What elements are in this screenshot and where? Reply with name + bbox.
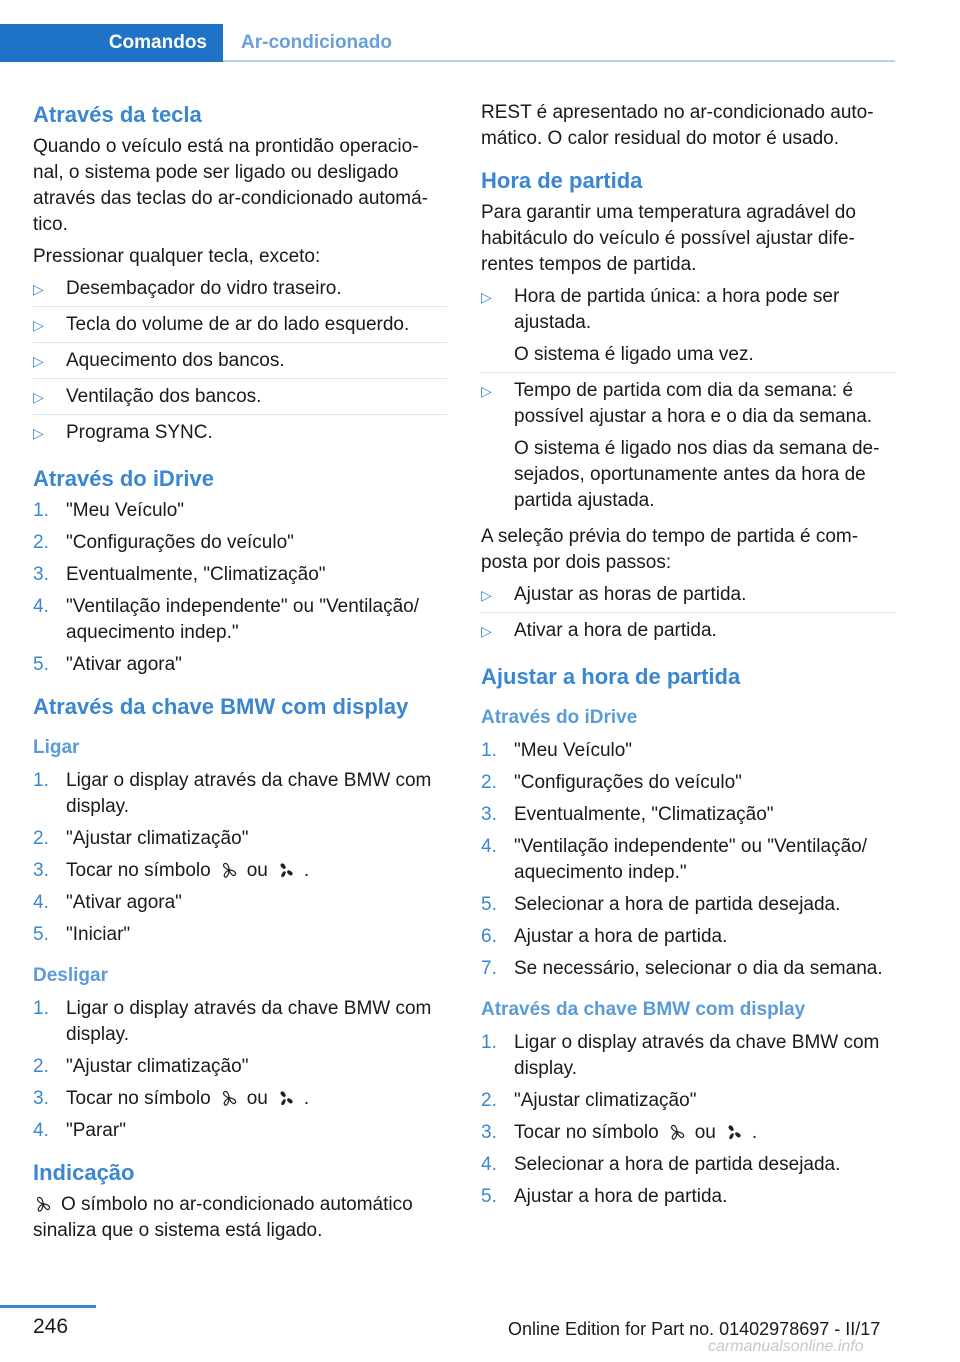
bullet-icon: ▷	[481, 289, 492, 305]
numbered-list	[33, 498, 447, 678]
list-item: 2. "Configurações do veículo"	[33, 532, 294, 553]
subheading-desligar: Desligar	[33, 965, 108, 986]
bullet-icon: ▷	[33, 425, 44, 441]
list-note: O sistema é ligado uma vez.	[514, 344, 754, 365]
list-item: 5. "Iniciar"	[33, 924, 131, 945]
heading-atraves-do-idrive: Através do iDrive	[33, 466, 214, 491]
bullet-icon: ▷	[33, 389, 44, 405]
subheading-atraves-do-idrive: Através do iDrive	[481, 707, 638, 728]
list-item: 1. "Meu Veículo"	[33, 500, 185, 521]
bullet-icon: ▷	[481, 587, 492, 603]
list-item: 3. Tocar no símbolo ou .	[481, 1122, 758, 1143]
bullet-icon: ▷	[481, 623, 492, 639]
paragraph: Pressionar qualquer tecla, exceto:	[33, 246, 321, 267]
list-item: 4. "Parar"	[33, 1120, 126, 1141]
bullet-list	[481, 582, 895, 648]
list-item: 2. "Ajustar climatização"	[481, 1090, 697, 1111]
list-item: 4. "Ventilação independente" ou "Ventilação/ aquecimento indep."	[481, 836, 868, 883]
page-number: 246	[33, 1315, 69, 1338]
list-item: 4. "Ativar agora"	[33, 892, 182, 913]
footer-rule	[0, 1305, 96, 1308]
tab-comandos[interactable]: Comandos	[0, 24, 223, 62]
bullet-icon: ▷	[33, 281, 44, 297]
list-item: 1. Ligar o display através da chave BMW com display.	[33, 770, 432, 817]
list-item: 7. Se necessário, selecionar o dia da semana.	[481, 958, 883, 979]
fan-outline-icon	[33, 1195, 53, 1213]
list-item: ▷ Ventilação dos bancos.	[33, 384, 447, 415]
list-item: 4. Selecionar a hora de partida desejada.	[481, 1154, 841, 1175]
left-column	[33, 100, 447, 1250]
paragraph: O símbolo no ar-condicionado automático sinaliza que o sistema está ligado.	[33, 1194, 413, 1241]
list-item: 6. Ajustar a hora de partida.	[481, 926, 728, 947]
header-tabs	[0, 24, 895, 62]
numbered-list	[481, 738, 895, 982]
bullet-list	[481, 284, 895, 518]
fan-outline-icon	[219, 1089, 239, 1107]
bullet-icon: ▷	[33, 317, 44, 333]
tab-ar-condicionado[interactable]: Ar-condicionado	[241, 32, 392, 53]
list-item: 1. Ligar o display através da chave BMW com display.	[481, 1032, 880, 1079]
heading-atraves-da-tecla: Através da tecla	[33, 102, 202, 127]
bullet-icon: ▷	[481, 383, 492, 399]
list-item: ▷ Programa SYNC.	[33, 420, 447, 450]
fan-outline-icon	[219, 861, 239, 879]
list-item: 2. "Configurações do veículo"	[481, 772, 742, 793]
watermark-site: carmanualsonline.info	[708, 1338, 864, 1355]
tab-divider	[223, 60, 895, 62]
heading-chave-bmw-display: Através da chave BMW com display	[33, 694, 409, 719]
list-item: 5. "Ativar agora"	[33, 654, 182, 675]
numbered-list	[33, 768, 447, 948]
list-item: ▷ Aquecimento dos bancos.	[33, 348, 447, 379]
heading-ajustar-hora-partida: Ajustar a hora de partida	[481, 664, 741, 689]
list-item: 3. Eventualmente, "Climatização"	[481, 804, 774, 825]
list-item: ▷ Hora de partida única: a hora pode ser ajustada. O sistema é ligado uma vez.	[481, 284, 895, 373]
paragraph: REST é apresentado no ar-condicionado auto-mático. O calor residual do motor é usado.	[481, 102, 874, 149]
list-item: 2. "Ajustar climatização"	[33, 828, 249, 849]
right-column	[481, 100, 895, 1216]
list-item: ▷ Tecla do volume de ar do lado esquerdo.	[33, 312, 447, 343]
heading-indicacao: Indicação	[33, 1160, 135, 1185]
list-item: ▷ Ajustar as horas de partida.	[481, 582, 895, 613]
list-item: 1. Ligar o display através da chave BMW com display.	[33, 998, 432, 1045]
list-item: 1. "Meu Veículo"	[481, 740, 633, 761]
paragraph: Quando o veículo está na prontidão operacio-nal, o sistema pode ser ligado ou desligado através das teclas do ar-condicionado automá-tico.	[33, 136, 429, 235]
subheading-chave-bmw-display: Através da chave BMW com display	[481, 999, 806, 1020]
list-note: O sistema é ligado nos dias da semana de-sejados, oportunamente antes da hora de partida ajustada.	[514, 438, 880, 511]
numbered-list	[481, 1030, 895, 1210]
edition-note: Online Edition for Part no. 01402978697 - II/17	[508, 1319, 881, 1339]
bullet-list	[33, 276, 447, 450]
list-item: 3. Eventualmente, "Climatização"	[33, 564, 326, 585]
list-item: 4. "Ventilação independente" ou "Ventilação/ aquecimento indep."	[33, 596, 420, 643]
list-item: ▷ Desembaçador do vidro traseiro.	[33, 276, 447, 307]
list-item: ▷ Tempo de partida com dia da semana: é possível ajustar a hora e o dia da semana. O sistema é ligado nos dias da semana de-sejados, oportunamente antes da hora de partida ajustada.	[481, 378, 895, 518]
numbered-list	[33, 996, 447, 1144]
bullet-icon: ▷	[33, 353, 44, 369]
fan-solid-icon	[276, 861, 296, 879]
subheading-ligar: Ligar	[33, 737, 80, 758]
fan-outline-icon	[667, 1123, 687, 1141]
fan-solid-icon	[276, 1089, 296, 1107]
fan-solid-icon	[724, 1123, 744, 1141]
list-item: 3. Tocar no símbolo ou .	[33, 860, 310, 881]
list-item: 3. Tocar no símbolo ou .	[33, 1088, 310, 1109]
paragraph: Para garantir uma temperatura agradável do habitáculo do veículo é possível ajustar dife-rentes tempos de partida.	[481, 202, 856, 275]
list-item: 2. "Ajustar climatização"	[33, 1056, 249, 1077]
list-item: 5. Ajustar a hora de partida.	[481, 1186, 728, 1207]
heading-hora-de-partida: Hora de partida	[481, 168, 643, 193]
list-item: ▷ Ativar a hora de partida.	[481, 618, 895, 648]
list-item: 5. Selecionar a hora de partida desejada.	[481, 894, 841, 915]
paragraph: A seleção prévia do tempo de partida é com-posta por dois passos:	[481, 526, 859, 573]
